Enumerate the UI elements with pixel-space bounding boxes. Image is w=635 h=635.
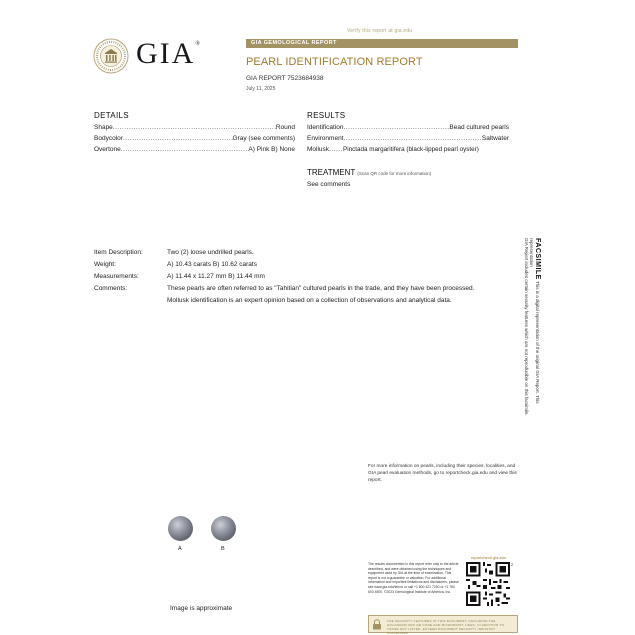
item-description-label: Item Description: [94, 249, 143, 256]
verify-link[interactable]: Verify this report at gia.edu [347, 28, 413, 34]
details-list [94, 124, 295, 153]
treatment-title: TREATMENT [307, 168, 356, 177]
pearl-a-image [168, 516, 193, 541]
results-row-environment [307, 135, 509, 142]
results-label: Mollusk [307, 146, 330, 153]
more-info-text: For more information on pearls, including their species, localities, and GIA pearl evaluation methods, go to reportcheck.gia.edu and view this report. [368, 464, 517, 483]
facsimile-rail [512, 238, 540, 428]
details-label: Overtone [94, 146, 121, 153]
details-row-shape [94, 124, 295, 131]
logo-registered: ® [195, 41, 202, 47]
measurements-label: Measurements: [94, 273, 139, 280]
qr-code-icon[interactable] [466, 562, 510, 606]
comment-line-1: These pearls are often referred to as "Tahitian" cultured pearls in the trade, and they have been processed. [167, 285, 475, 292]
pearl-b-image [211, 516, 236, 541]
treatment-note: (Scan QR code for more information) [357, 171, 432, 176]
facsimile-title: FACSIMILE [534, 238, 541, 280]
results-label: Identification [307, 124, 344, 131]
facsimile-text-1: This is a digital representation of the original GIA Report. This representation [529, 238, 540, 404]
image-approximate-note: Image is approximate [170, 605, 233, 612]
banner-label: GIA GEMOLOGICAL REPORT [251, 40, 337, 46]
security-text: THE SECURITY FEATURES IN THIS DOCUMENT, INCLUDING THE HOLOGRAM AND QR CODE AND MICROPRINT LINES, IN ADDITION TO THOSE NOT LISTED, EXCEED DOCUMENT SECURITY INDUSTRY GUIDELINES. [387, 619, 505, 635]
details-row-overtone [94, 146, 295, 153]
reportcheck-url[interactable]: reportcheck.gia.edu [471, 555, 507, 560]
weight-value: A) 10.43 carats B) 10.62 carats [167, 261, 257, 268]
results-heading: RESULTS [307, 111, 346, 120]
details-label: Bodycolor [94, 135, 123, 142]
disclaimer-text: The results documented in this report refer only to the article described, and were obtained using the techniques and equipment used by GIA at the time of examination. This report is not a guarantee or valuation. For additional information and important limitations and disclaimers, please see www.gia.edu/terms or call +1 800 421 7250 or +1 760 603 4500. ©2023 Gemological Institute of America, Inc. [368, 562, 459, 594]
details-value: Gray (see comments) [232, 135, 295, 142]
treatment-heading [307, 168, 431, 177]
pearl-a-label: A [178, 546, 182, 552]
comments-label: Comments: [94, 285, 128, 292]
weight-label: Weight: [94, 261, 116, 268]
treatment-value: See comments [307, 181, 351, 188]
report-banner [246, 39, 518, 48]
gia-seal-icon [93, 38, 129, 74]
facsimile-text-2: GIA Report includes certain security features which are not reproducible on this facsimile. [524, 238, 529, 416]
lock-icon [372, 619, 382, 630]
report-number: GIA REPORT 7523684938 [246, 75, 324, 82]
security-features-bar [368, 615, 518, 633]
measurements-value: A) 11.44 x 11.27 mm B) 11.44 mm [167, 273, 265, 280]
results-value: Saltwater [481, 135, 509, 142]
details-heading: DETAILS [94, 111, 129, 120]
qr-number: 2 [511, 562, 514, 567]
comment-line-2: Mollusk identification is an expert opinion based on a collection of observations and analytical data. [167, 297, 452, 304]
report-date: July 11, 2025 [246, 86, 276, 92]
results-value: Pinctada margaritifera (black-lipped pearl oyster) [343, 146, 479, 153]
details-label: Shape [94, 124, 113, 131]
results-row-mollusk [307, 146, 509, 153]
details-row-bodycolor [94, 135, 295, 142]
item-description-value: Two (2) loose undrilled pearls. [167, 249, 254, 256]
details-value: Round [275, 124, 295, 131]
details-value: A) Pink B) None [248, 146, 295, 153]
results-label: Environment [307, 135, 344, 142]
report-title: PEARL IDENTIFICATION REPORT [246, 56, 423, 68]
results-list [307, 124, 509, 153]
logo-letters: GIA [136, 37, 196, 70]
results-value: Bead cultured pearls [449, 124, 509, 131]
gia-logo [136, 37, 202, 71]
pearl-b-label: B [221, 546, 225, 552]
results-row-identification [307, 124, 509, 131]
